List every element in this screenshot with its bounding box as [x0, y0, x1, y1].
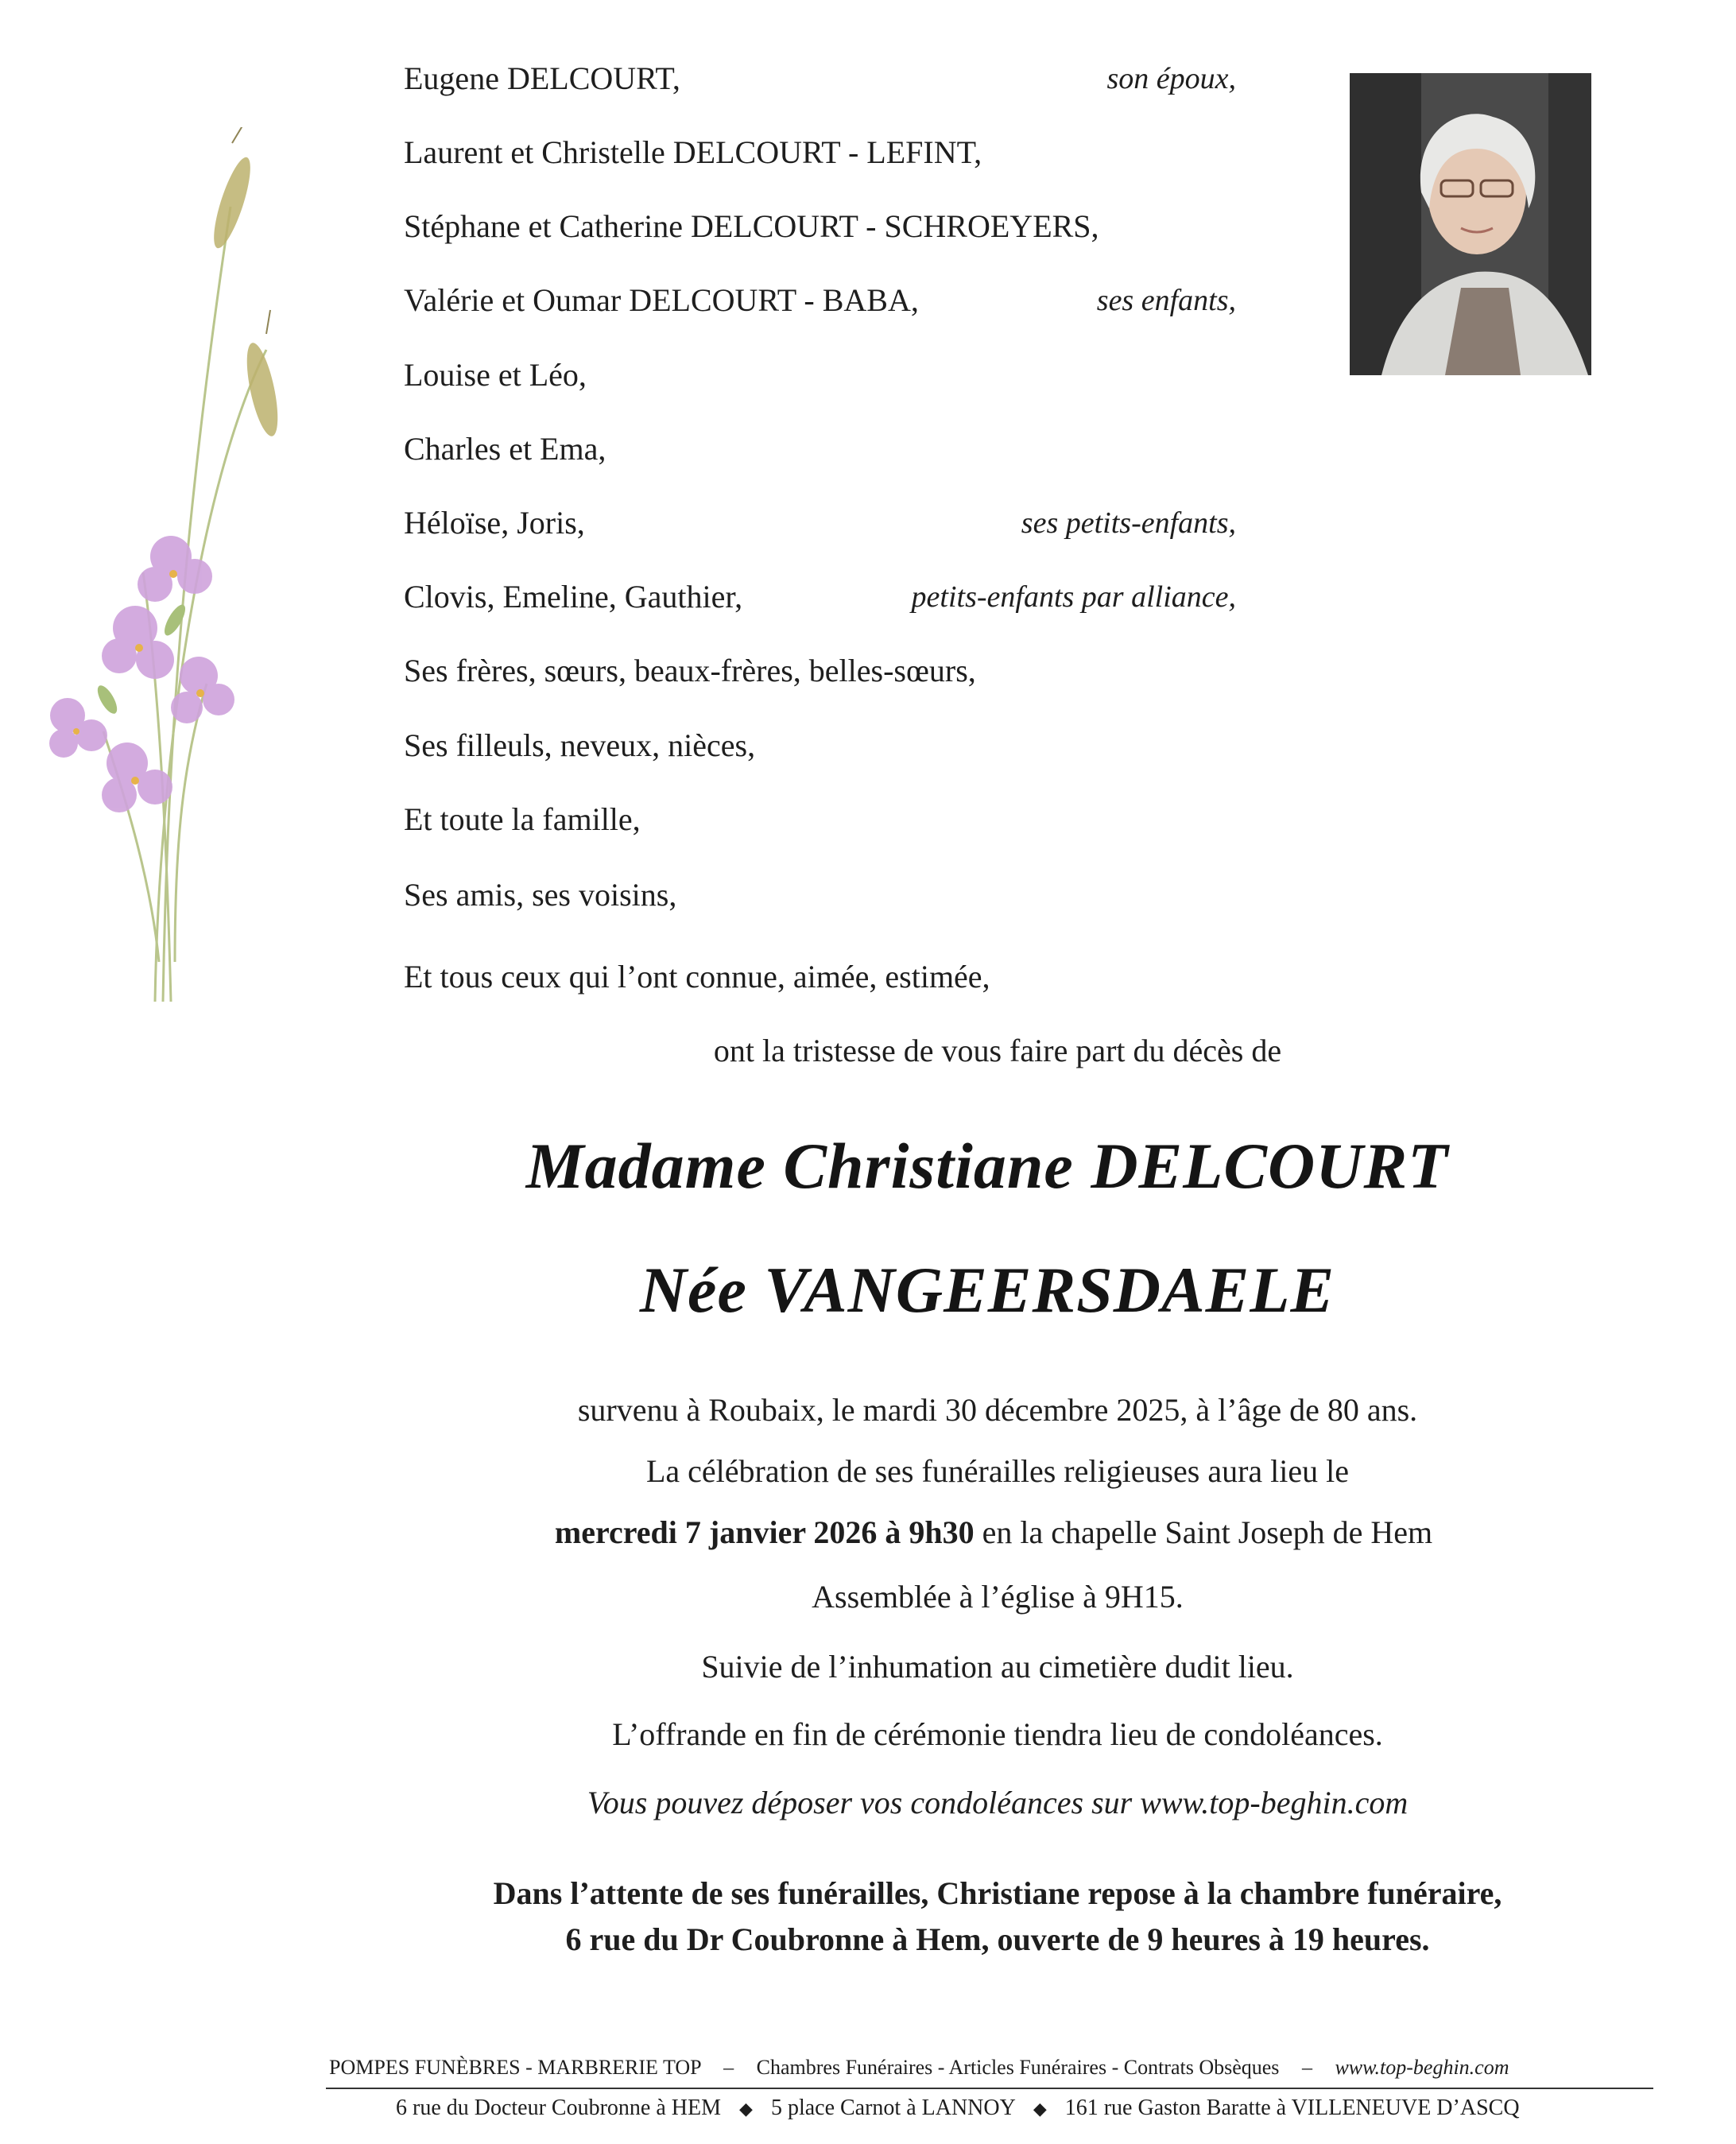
celebration-date: mercredi 7 janvier 2026 à 9h30: [554, 1514, 975, 1550]
footer-services: Chambres Funéraires - Articles Funéraires - Contrats Obsèques: [756, 2056, 1280, 2079]
footer-address-lannoy: 5 place Carnot à LANNOY: [770, 2096, 1015, 2120]
family-member-name: Et tous ceux qui l’ont connue, aimée, estimée,: [404, 959, 990, 994]
condolences-text: Vous pouvez déposer vos condoléances sur www.top-beghin.com: [587, 1785, 1409, 1820]
family-member-role: petits-enfants par alliance,: [911, 580, 1236, 614]
family-member-name: Stéphane et Catherine DELCOURT - SCHROEYERS,: [404, 208, 1099, 244]
family-member-name: Et toute la famille,: [404, 801, 641, 837]
family-member-name: Ses filleuls, neveux, nièces,: [404, 727, 756, 763]
family-member-name: Charles et Ema,: [404, 431, 606, 467]
footer-dash-1: –: [723, 2056, 734, 2079]
rest-line-2: 6 rue du Dr Coubronne à Hem, ouverte de 9 heures à 19 heures.: [565, 1921, 1430, 1957]
celebration-date-line: [0, 1514, 1736, 1551]
family-member-name: Eugene DELCOURT,: [404, 60, 680, 96]
footer-dash-2: –: [1301, 2056, 1312, 2079]
footer-company: POMPES FUNÈBRES - MARBRERIE TOP: [329, 2056, 701, 2079]
footer-addresses: [396, 2096, 1520, 2121]
footer-website[interactable]: www.top-beghin.com: [1335, 2056, 1509, 2079]
family-member-role: ses enfants,: [1096, 284, 1236, 317]
footer-company-line: [329, 2056, 1509, 2080]
flower-illustration: [24, 127, 278, 1018]
burial-text: Suivie de l’inhumation au cimetière dudit lieu.: [701, 1649, 1294, 1685]
footer-address-hem: 6 rue du Docteur Coubronne à HEM: [396, 2096, 722, 2120]
celebration-place: en la chapelle Saint Joseph de Hem: [974, 1514, 1433, 1550]
family-member-role: son époux,: [1106, 62, 1236, 95]
assembly-text: Assemblée à l’église à 9H15.: [812, 1579, 1184, 1615]
celebration-text: La célébration de ses funérailles religieuses aura lieu le: [645, 1453, 1350, 1489]
rest-line-1: Dans l’attente de ses funérailles, Christiane repose à la chambre funéraire,: [493, 1875, 1502, 1911]
family-member-name: Ses frères, sœurs, beaux-frères, belles-sœurs,: [404, 653, 976, 688]
family-member-name: Louise et Léo,: [404, 357, 587, 393]
deceased-maiden-name: Née VANGEERSDAELE: [639, 1254, 1335, 1326]
family-member-name: Valérie et Oumar DELCOURT - BABA,: [404, 282, 919, 318]
death-text: survenu à Roubaix, le mardi 30 décembre 2025, à l’âge de 80 ans.: [577, 1392, 1418, 1428]
family-member-name: Laurent et Christelle DELCOURT - LEFINT,: [404, 134, 982, 170]
diamond-separator-icon: ◆: [739, 2099, 753, 2119]
deceased-name: Madame Christiane DELCOURT: [525, 1130, 1449, 1202]
family-member-name: Héloïse, Joris,: [404, 505, 585, 541]
family-member-name: Ses amis, ses voisins,: [404, 877, 677, 913]
family-member-name: Clovis, Emeline, Gauthier,: [404, 579, 743, 615]
footer-divider: [326, 2088, 1653, 2089]
family-member-role: ses petits-enfants,: [1021, 506, 1236, 540]
portrait-photo: [1350, 73, 1591, 375]
offering-text: L’offrande en fin de cérémonie tiendra lieu de condoléances.: [612, 1716, 1383, 1752]
diamond-separator-icon: ◆: [1033, 2099, 1047, 2119]
footer-address-villeneuve: 161 rue Gaston Baratte à VILLENEUVE D’ASCQ: [1064, 2096, 1520, 2120]
announcement-text: ont la tristesse de vous faire part du décès de: [713, 1033, 1282, 1068]
